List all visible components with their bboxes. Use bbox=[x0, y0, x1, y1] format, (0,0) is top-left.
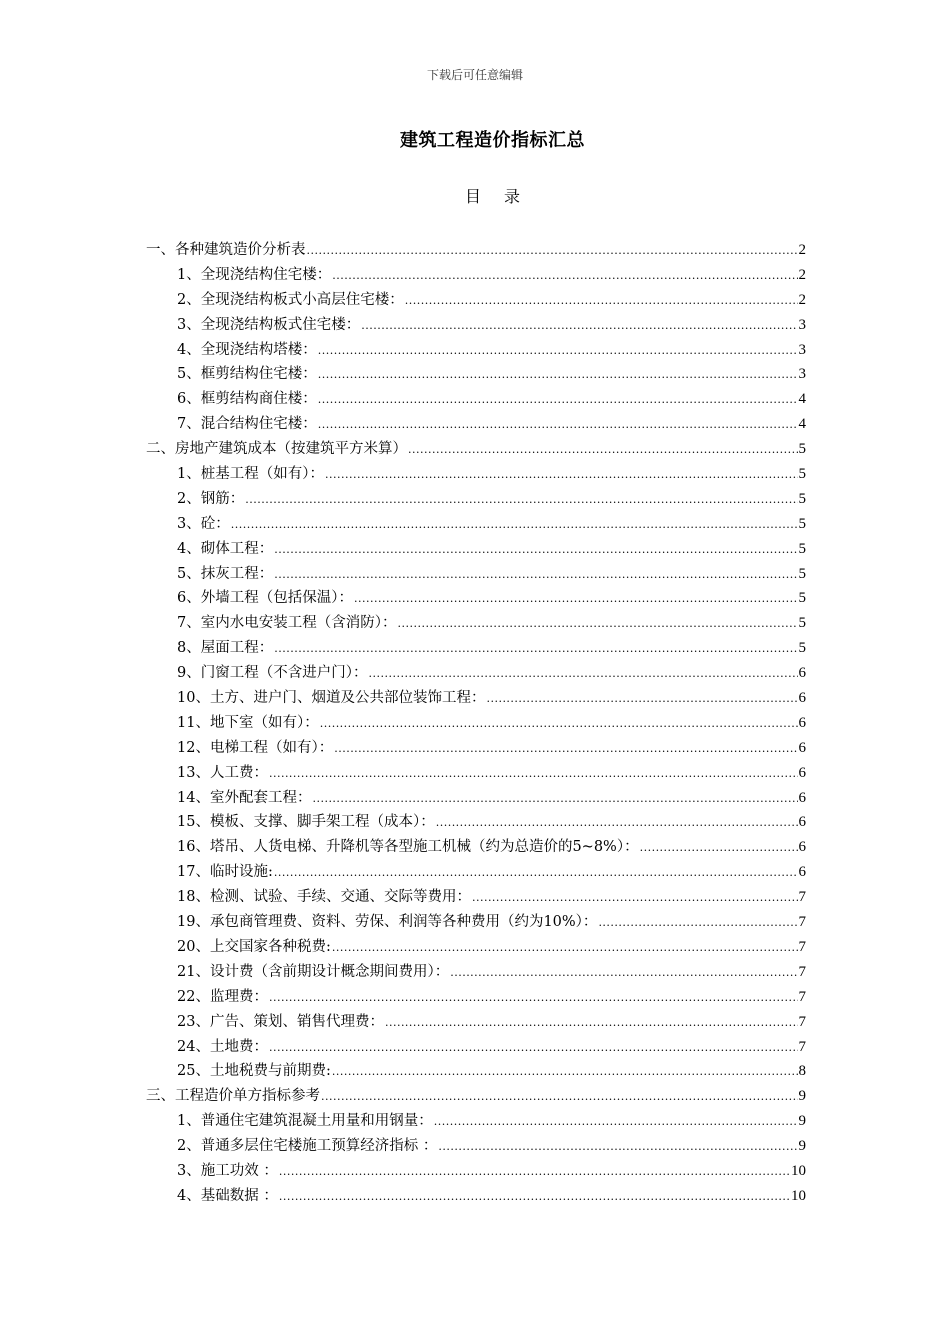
toc-page-number: 10 bbox=[791, 1187, 806, 1204]
toc-leader-dots bbox=[274, 543, 797, 556]
toc-leader-dots bbox=[486, 692, 797, 705]
toc-leader-dots bbox=[321, 1090, 798, 1103]
toc-page-number: 7 bbox=[798, 988, 806, 1005]
toc-entry-label: 5、框剪结构住宅楼： bbox=[177, 366, 317, 383]
toc-entry-label: 1、桩基工程（如有）： bbox=[177, 466, 324, 483]
toc-page-number: 2 bbox=[798, 291, 806, 308]
toc-entry-label: 14、室外配套工程： bbox=[177, 789, 312, 806]
toc-leader-dots bbox=[269, 991, 798, 1004]
toc-leader-dots bbox=[332, 269, 797, 282]
toc-entry[interactable] bbox=[146, 910, 806, 935]
toc-entry[interactable] bbox=[146, 338, 806, 363]
toc-entry-label: 21、设计费（含前期设计概念期间费用）： bbox=[177, 963, 450, 980]
toc-entry[interactable] bbox=[146, 362, 806, 387]
toc-leader-dots bbox=[274, 568, 797, 581]
toc-leader-dots bbox=[397, 617, 797, 630]
toc-leader-dots bbox=[318, 368, 798, 381]
toc-leader-dots bbox=[279, 1190, 790, 1203]
toc-section-entry[interactable] bbox=[146, 437, 806, 462]
toc-leader-dots bbox=[640, 841, 798, 854]
toc-entry-label: 19、承包商管理费、资料、劳保、利润等各种费用（约为10%）： bbox=[177, 914, 598, 931]
toc-leader-dots bbox=[274, 642, 797, 655]
document-title: 建筑工程造价指标汇总 bbox=[400, 130, 585, 151]
toc-page-number: 6 bbox=[798, 764, 806, 781]
toc-section-entry[interactable] bbox=[146, 1084, 806, 1109]
toc-page-number: 4 bbox=[798, 391, 806, 408]
toc-entry-label: 2、普通多层住宅楼施工预算经济指标 ： bbox=[177, 1138, 438, 1155]
toc-entry-label: 3、砼： bbox=[177, 515, 230, 532]
toc-entry[interactable] bbox=[146, 263, 806, 288]
toc-page-number: 8 bbox=[798, 1063, 806, 1080]
toc-entry[interactable] bbox=[146, 786, 806, 811]
toc-leader-dots bbox=[312, 792, 797, 805]
toc-page-number: 6 bbox=[798, 665, 806, 682]
toc-entry-label: 3、全现浇结构板式住宅楼： bbox=[177, 316, 361, 333]
toc-entry[interactable] bbox=[146, 562, 806, 587]
toc-entry-label: 23、广告、策划、销售代理费： bbox=[177, 1013, 384, 1030]
toc-page-number: 6 bbox=[798, 714, 806, 731]
toc-page-number: 9 bbox=[798, 1113, 806, 1130]
toc-entry-label: 5、抹灰工程： bbox=[177, 565, 274, 582]
toc-entry[interactable] bbox=[146, 1134, 806, 1159]
toc-leader-dots bbox=[405, 294, 798, 307]
toc-page-number: 2 bbox=[798, 266, 806, 283]
toc-entry-label: 25、土地税费与前期费: bbox=[177, 1063, 331, 1080]
toc-entry[interactable] bbox=[146, 935, 806, 960]
toc-page-number: 5 bbox=[798, 490, 806, 507]
toc-entry-label: 10、土方、进户门、烟道及公共部位装饰工程： bbox=[177, 690, 486, 707]
toc-entry-label: 12、电梯工程（如有）： bbox=[177, 739, 334, 756]
toc-page-number: 9 bbox=[798, 1088, 806, 1105]
toc-entry[interactable] bbox=[146, 985, 806, 1010]
toc-page-number: 5 bbox=[798, 640, 806, 657]
toc-entry-label: 8、屋面工程： bbox=[177, 640, 274, 657]
toc-entry-label: 22、监理费： bbox=[177, 988, 268, 1005]
toc-entry-label: 18、检测、试验、手续、交通、交际等费用： bbox=[177, 889, 471, 906]
toc-page-number: 6 bbox=[798, 789, 806, 806]
table-of-contents bbox=[146, 238, 806, 1209]
toc-entry[interactable] bbox=[146, 1159, 806, 1184]
toc-entry-label: 9、门窗工程（不含进户门）： bbox=[177, 665, 368, 682]
toc-heading: 目 录 bbox=[464, 187, 521, 206]
toc-entry-label: 二、房地产建筑成本（按建筑平方米算） bbox=[146, 441, 407, 458]
header-note: 下载后可任意编辑 bbox=[426, 68, 523, 82]
toc-entry[interactable] bbox=[146, 860, 806, 885]
toc-page-number: 5 bbox=[798, 615, 806, 632]
toc-page-number: 3 bbox=[798, 366, 806, 383]
toc-leader-dots bbox=[438, 1140, 797, 1153]
toc-page-number: 5 bbox=[798, 466, 806, 483]
toc-leader-dots bbox=[269, 1041, 798, 1054]
toc-page-number: 7 bbox=[798, 889, 806, 906]
toc-leader-dots bbox=[245, 493, 797, 506]
toc-entry[interactable] bbox=[146, 512, 806, 537]
toc-leader-dots bbox=[279, 1165, 790, 1178]
toc-entry-label: 3、施工功效 ： bbox=[177, 1162, 278, 1179]
toc-entry[interactable] bbox=[146, 586, 806, 611]
toc-entry-label: 2、全现浇结构板式小高层住宅楼： bbox=[177, 291, 404, 308]
toc-entry-label: 20、上交国家各种税费: bbox=[177, 938, 331, 955]
toc-leader-dots bbox=[332, 941, 798, 954]
toc-leader-dots bbox=[408, 443, 798, 456]
toc-page-number: 9 bbox=[798, 1138, 806, 1155]
toc-page-number: 7 bbox=[798, 914, 806, 931]
toc-page-number: 6 bbox=[798, 814, 806, 831]
toc-leader-dots bbox=[385, 1016, 798, 1029]
toc-leader-dots bbox=[274, 866, 798, 879]
toc-entry[interactable] bbox=[146, 611, 806, 636]
toc-leader-dots bbox=[361, 319, 797, 332]
toc-entry[interactable] bbox=[146, 736, 806, 761]
toc-entry[interactable] bbox=[146, 835, 806, 860]
toc-entry[interactable] bbox=[146, 711, 806, 736]
toc-page-number: 6 bbox=[798, 690, 806, 707]
toc-entry-label: 4、砌体工程： bbox=[177, 540, 274, 557]
toc-leader-dots bbox=[320, 717, 798, 730]
toc-page-number: 3 bbox=[798, 341, 806, 358]
toc-page-number: 5 bbox=[798, 590, 806, 607]
toc-entry[interactable] bbox=[146, 810, 806, 835]
toc-leader-dots bbox=[269, 767, 798, 780]
toc-page-number: 4 bbox=[798, 416, 806, 433]
toc-entry-label: 一、各种建筑造价分析表 bbox=[146, 242, 306, 258]
toc-page-number: 7 bbox=[798, 938, 806, 955]
toc-entry-label: 1、全现浇结构住宅楼： bbox=[177, 266, 332, 283]
toc-page-number: 5 bbox=[798, 540, 806, 557]
toc-page-number: 6 bbox=[798, 864, 806, 881]
toc-leader-dots bbox=[368, 667, 797, 680]
toc-leader-dots bbox=[598, 916, 797, 929]
toc-page-number: 7 bbox=[798, 963, 806, 980]
toc-entry[interactable] bbox=[146, 462, 806, 487]
toc-entry[interactable] bbox=[146, 636, 806, 661]
toc-leader-dots bbox=[472, 891, 798, 904]
toc-page-number: 5 bbox=[798, 441, 806, 458]
toc-leader-dots bbox=[307, 244, 798, 257]
toc-entry-label: 11、地下室（如有）： bbox=[177, 714, 319, 731]
toc-entry-label: 13、人工费： bbox=[177, 764, 268, 781]
toc-entry-label: 2、钢筋： bbox=[177, 490, 245, 507]
toc-entry-label: 6、框剪结构商住楼： bbox=[177, 391, 317, 408]
toc-entry-label: 1、普通住宅建筑混凝土用量和用钢量： bbox=[177, 1113, 433, 1130]
toc-leader-dots bbox=[334, 742, 797, 755]
toc-leader-dots bbox=[325, 468, 798, 481]
toc-entry-label: 4、基础数据 ： bbox=[177, 1187, 278, 1204]
toc-leader-dots bbox=[231, 518, 798, 531]
toc-entry[interactable] bbox=[146, 313, 806, 338]
toc-page-number: 6 bbox=[798, 839, 806, 856]
toc-entry-label: 4、全现浇结构塔楼： bbox=[177, 341, 317, 358]
toc-entry-label: 7、室内水电安装工程（含消防）： bbox=[177, 615, 397, 632]
toc-entry[interactable] bbox=[146, 761, 806, 786]
toc-entry-label: 7、混合结构住宅楼： bbox=[177, 416, 317, 433]
toc-entry[interactable] bbox=[146, 960, 806, 985]
toc-entry[interactable] bbox=[146, 1010, 806, 1035]
toc-entry-label: 24、土地费： bbox=[177, 1038, 268, 1055]
toc-page-number: 7 bbox=[798, 1038, 806, 1055]
toc-entry-label: 6、外墙工程（包括保温）： bbox=[177, 590, 353, 607]
toc-entry[interactable] bbox=[146, 1109, 806, 1134]
toc-page-number: 7 bbox=[798, 1013, 806, 1030]
toc-leader-dots bbox=[318, 393, 798, 406]
toc-page-number: 6 bbox=[798, 739, 806, 756]
toc-entry[interactable] bbox=[146, 387, 806, 412]
toc-entry[interactable] bbox=[146, 686, 806, 711]
toc-entry[interactable] bbox=[146, 487, 806, 512]
toc-entry[interactable] bbox=[146, 885, 806, 910]
toc-page-number: 5 bbox=[798, 515, 806, 532]
toc-page-number: 3 bbox=[798, 316, 806, 333]
toc-leader-dots bbox=[332, 1065, 798, 1078]
toc-page-number: 5 bbox=[798, 565, 806, 582]
toc-entry[interactable] bbox=[146, 412, 806, 437]
toc-leader-dots bbox=[354, 592, 798, 605]
toc-leader-dots bbox=[318, 418, 798, 431]
toc-entry-label: 三、工程造价单方指标参考 bbox=[146, 1088, 320, 1105]
toc-section-entry[interactable] bbox=[146, 238, 806, 263]
toc-entry[interactable] bbox=[146, 1184, 806, 1209]
toc-entry-label: 17、临时设施: bbox=[177, 864, 273, 881]
toc-entry[interactable] bbox=[146, 537, 806, 562]
toc-page-number: 10 bbox=[791, 1162, 806, 1179]
toc-entry-label: 16、塔吊、人货电梯、升降机等各型施工机械（约为总造价的5~8%）： bbox=[177, 839, 639, 856]
toc-entry[interactable] bbox=[146, 288, 806, 313]
toc-entry[interactable] bbox=[146, 1059, 806, 1084]
toc-leader-dots bbox=[450, 966, 797, 979]
toc-leader-dots bbox=[318, 344, 798, 357]
toc-leader-dots bbox=[434, 1115, 798, 1128]
toc-entry[interactable] bbox=[146, 661, 806, 686]
toc-entry[interactable] bbox=[146, 1035, 806, 1060]
toc-page-number: 2 bbox=[798, 242, 806, 258]
toc-leader-dots bbox=[436, 816, 798, 829]
toc-entry-label: 15、模板、支撑、脚手架工程（成本）： bbox=[177, 814, 435, 831]
